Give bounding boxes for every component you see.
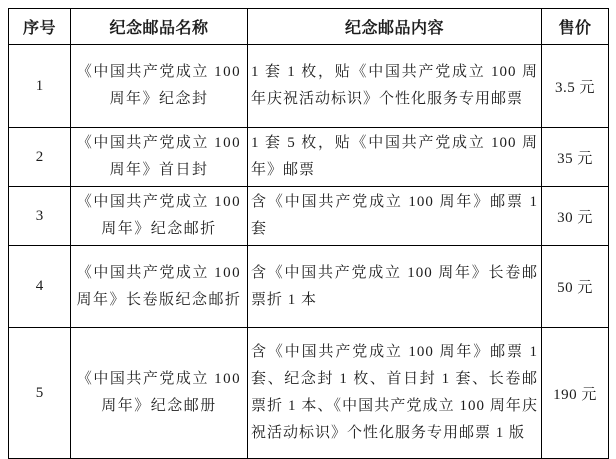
row-product-content: 含《中国共产党成立 100 周年》邮票 1 套、纪念封 1 枚、首日封 1 套、长卷邮票折 1 本、《中国共产党成立 100 周年庆祝活动标识》个性化服务专用邮票 1 版 [248,328,542,459]
table-row [9,328,609,459]
header-no: 序号 [9,9,71,45]
row-product-name: 《中国共产党成立 100 周年》纪念封 [71,45,248,128]
row-product-content: 含《中国共产党成立 100 周年》长卷邮票折 1 本 [248,246,542,328]
row-price: 50 元 [542,246,609,328]
stamp-products-table [8,8,609,459]
header-price: 售价 [542,9,609,45]
header-name: 纪念邮品名称 [71,9,248,45]
header-content: 纪念邮品内容 [248,9,542,45]
table-row [9,246,609,328]
row-price: 190 元 [542,328,609,459]
row-product-content: 含《中国共产党成立 100 周年》邮票 1 套 [248,187,542,246]
table-header-row [9,9,609,45]
row-product-content: 1 套 5 枚，贴《中国共产党成立 100 周年》邮票 [248,128,542,187]
row-no: 2 [9,128,71,187]
row-no: 1 [9,45,71,128]
table-row [9,128,609,187]
row-product-content: 1 套 1 枚，贴《中国共产党成立 100 周年庆祝活动标识》个性化服务专用邮票 [248,45,542,128]
row-price: 30 元 [542,187,609,246]
row-no: 5 [9,328,71,459]
row-product-name: 《中国共产党成立 100 周年》首日封 [71,128,248,187]
row-no: 4 [9,246,71,328]
row-product-name: 《中国共产党成立 100 周年》纪念邮折 [71,187,248,246]
row-no: 3 [9,187,71,246]
row-price: 3.5 元 [542,45,609,128]
table-row [9,45,609,128]
row-price: 35 元 [542,128,609,187]
row-product-name: 《中国共产党成立 100 周年》纪念邮册 [71,328,248,459]
table-row [9,187,609,246]
row-product-name: 《中国共产党成立 100 周年》长卷版纪念邮折 [71,246,248,328]
